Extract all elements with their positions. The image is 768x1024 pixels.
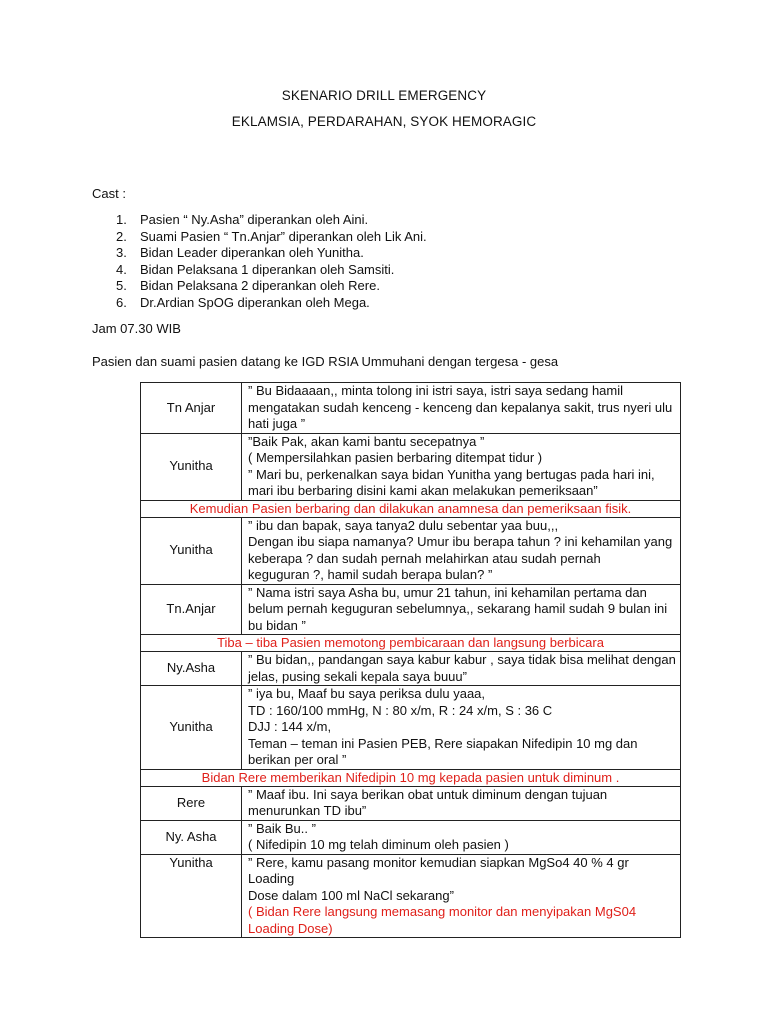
cast-item-number: 2. xyxy=(116,228,127,244)
table-row-note xyxy=(141,769,681,786)
table-row xyxy=(141,820,681,854)
dialog-line: bu bidan ” xyxy=(248,617,306,633)
cast-item xyxy=(116,295,427,312)
dialog-line: ” Nama istri saya Asha bu, umur 21 tahun, ini kehamilan pertama dan xyxy=(248,584,647,600)
dialog-line: ( Nifedipin 10 mg telah diminum oleh pasien ) xyxy=(248,837,509,852)
dialog-cell xyxy=(242,820,681,854)
speaker-cell: Rere xyxy=(141,786,242,820)
table-row xyxy=(141,786,681,820)
speaker-cell: Tn Anjar xyxy=(141,383,242,434)
cast-item xyxy=(116,245,427,262)
dialog-line: berikan per oral ” xyxy=(248,752,347,767)
cast-item-text: Suami Pasien “ Tn.Anjar” diperankan oleh Lik Ani. xyxy=(140,228,427,244)
cast-item-number: 6. xyxy=(116,294,127,310)
scene-intro: Pasien dan suami pasien datang ke IGD RSIA Ummuhani dengan tergesa - gesa xyxy=(92,354,559,369)
speaker-cell: Yunitha xyxy=(141,686,242,770)
cast-item-number: 4. xyxy=(116,261,127,277)
speaker-cell: Yunitha xyxy=(141,517,242,584)
dialog-cell xyxy=(242,584,681,635)
script-table xyxy=(140,382,681,938)
speaker-cell: Ny. Asha xyxy=(141,820,242,854)
table-row xyxy=(141,686,681,770)
dialog-line: ( Mempersilahkan pasien berbaring ditempat tidur ) xyxy=(248,450,543,465)
table-row xyxy=(141,854,681,938)
dialog-cell xyxy=(242,383,681,434)
table-row xyxy=(141,433,681,500)
dialog-line: hati juga ” xyxy=(248,416,306,431)
table-row-note xyxy=(141,635,681,652)
dialog-line: ”Baik Pak, akan kami bantu secepatnya ” xyxy=(248,433,485,449)
cast-item-number: 3. xyxy=(116,245,127,261)
cast-item-number: 5. xyxy=(116,278,127,294)
cast-item xyxy=(116,212,427,229)
dialog-line: jelas, pusing sekali kepala saya buuu” xyxy=(248,668,467,684)
dialog-cell xyxy=(242,854,681,938)
table-row xyxy=(141,517,681,584)
dialog-line: ” Mari bu, perkenalkan saya bidan Yunitha yang bertugas pada hari ini, xyxy=(248,466,655,482)
stage-direction-line: Loading Dose) xyxy=(248,920,333,936)
dialog-line: menurunkan TD ibu” xyxy=(248,803,367,818)
speaker-cell: Ny.Asha xyxy=(141,652,242,686)
dialog-cell xyxy=(242,517,681,584)
dialog-line: keguguran ?, hamil sudah berapa bulan? ” xyxy=(248,567,493,582)
scene-time: Jam 07.30 WIB xyxy=(92,321,181,336)
table-row xyxy=(141,652,681,686)
dialog-line: ” Bu bidan,, pandangan saya kabur kabur , saya tidak bisa melihat dengan xyxy=(248,652,676,667)
dialog-line: TD : 160/100 mmHg, N : 80 x/m, R : 24 x/m, S : 36 C xyxy=(248,702,553,718)
cast-list xyxy=(116,212,427,312)
dialog-line: ” Maaf ibu. Ini saya berikan obat untuk diminum dengan tujuan xyxy=(248,786,608,802)
dialog-cell xyxy=(242,686,681,770)
dialog-cell xyxy=(242,652,681,686)
dialog-line: DJJ : 144 x/m, xyxy=(248,719,332,734)
dialog-line: mari ibu berbaring disini kami akan melakukan pemeriksaan” xyxy=(248,483,598,498)
table-row xyxy=(141,383,681,434)
stage-direction: Tiba – tiba Pasien memotong pembicaraan dan langsung berbicara xyxy=(141,635,681,652)
dialog-line: Dose dalam 100 ml NaCl sekarang” xyxy=(248,887,454,903)
dialog-line: keberapa ? dan sudah pernah melahirkan atau sudah pernah xyxy=(248,550,601,566)
cast-item-text: Bidan Leader diperankan oleh Yunitha. xyxy=(140,245,364,261)
dialog-line: Teman – teman ini Pasien PEB, Rere siapakan Nifedipin 10 mg dan xyxy=(248,735,638,751)
dialog-line: ” ibu dan bapak, saya tanya2 dulu sebentar yaa buu,,, xyxy=(248,517,559,533)
cast-item-text: Bidan Pelaksana 2 diperankan oleh Rere. xyxy=(140,278,380,294)
dialog-cell xyxy=(242,786,681,820)
document-title: SKENARIO DRILL EMERGENCY xyxy=(281,88,487,103)
stage-direction: Kemudian Pasien berbaring dan dilakukan anamnesa dan pemeriksaan fisik. xyxy=(141,500,681,517)
table-row xyxy=(141,584,681,635)
cast-item xyxy=(116,262,427,279)
dialog-line: ” Rere, kamu pasang monitor kemudian siapkan MgSo4 40 % 4 gr Loading xyxy=(248,854,629,886)
cast-item-text: Pasien “ Ny.Asha” diperankan oleh Aini. xyxy=(140,212,369,227)
dialog-line: ” Baik Bu.. ” xyxy=(248,820,316,836)
dialog-line: ” Bu Bidaaaan,, minta tolong ini istri saya, istri saya sedang hamil xyxy=(248,383,624,398)
stage-direction-line: ( Bidan Rere langsung memasang monitor dan menyipakan MgS04 xyxy=(248,904,637,919)
cast-item xyxy=(116,229,427,246)
speaker-cell: Tn.Anjar xyxy=(141,584,242,635)
dialog-line: ” iya bu, Maaf bu saya periksa dulu yaaa, xyxy=(248,686,486,701)
dialog-line: Dengan ibu siapa namanya? Umur ibu berapa tahun ? ini kehamilan yang xyxy=(248,534,673,549)
cast-item xyxy=(116,278,427,295)
dialog-line: belum pernah keguguran sebelumnya,, sekarang hamil sudah 9 bulan ini xyxy=(248,601,668,616)
dialog-line: mengatakan sudah kenceng - kenceng dan kepalanya sakit, trus nyeri ulu xyxy=(248,399,673,415)
document-subtitle: EKLAMSIA, PERDARAHAN, SYOK HEMORAGIC xyxy=(231,114,537,129)
cast-item-text: Dr.Ardian SpOG diperankan oleh Mega. xyxy=(140,294,370,310)
speaker-cell: Yunitha xyxy=(141,854,242,938)
cast-item-number: 1. xyxy=(116,212,127,227)
dialog-cell xyxy=(242,433,681,500)
cast-heading: Cast : xyxy=(92,186,126,201)
cast-item-text: Bidan Pelaksana 1 diperankan oleh Samsiti. xyxy=(140,261,395,277)
table-row-note xyxy=(141,500,681,517)
speaker-cell: Yunitha xyxy=(141,433,242,500)
stage-direction: Bidan Rere memberikan Nifedipin 10 mg kepada pasien untuk diminum . xyxy=(141,769,681,786)
